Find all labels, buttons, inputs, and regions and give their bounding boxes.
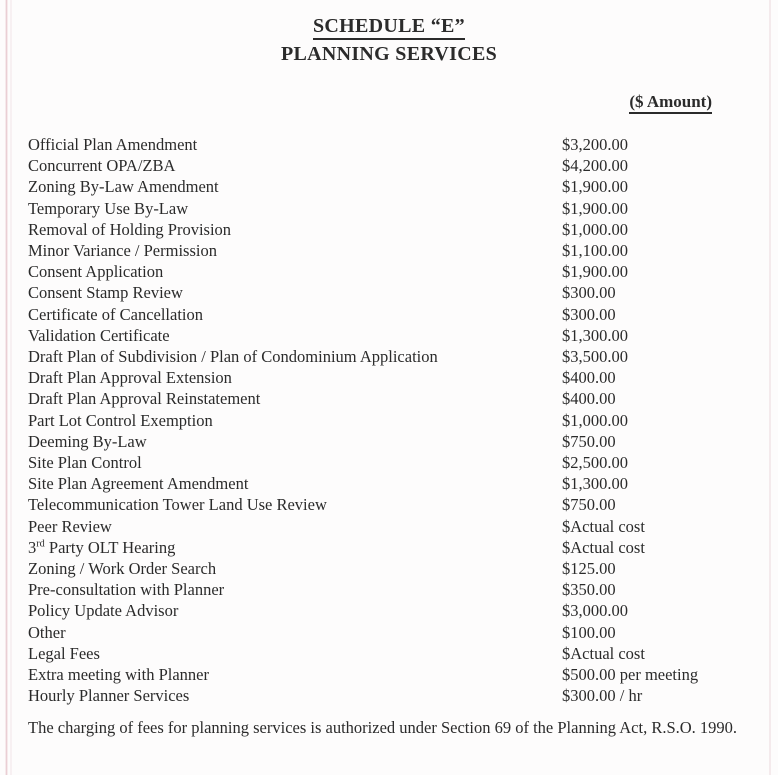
- table-row: [0, 219, 778, 240]
- service-name-cell: Official Plan Amendment: [28, 135, 198, 154]
- service-amount-cell: $300.00: [562, 283, 616, 303]
- service-amount-cell: $Actual cost: [562, 516, 645, 536]
- service-amount-cell: $350.00: [562, 580, 616, 600]
- table-row: [0, 685, 778, 706]
- service-amount-cell: $3,200.00: [562, 135, 628, 154]
- service-amount-cell: $300.00: [562, 304, 616, 324]
- table-row: [0, 643, 778, 664]
- service-name-cell: Certificate of Cancellation: [28, 304, 204, 324]
- page-subtitle: PLANNING SERVICES: [280, 43, 498, 65]
- service-name-cell: Draft Plan Approval Extension: [28, 368, 232, 388]
- service-amount-cell: $1,900.00: [562, 262, 628, 282]
- service-amount-cell: $300.00 / hr: [562, 686, 643, 706]
- table-row: [0, 346, 778, 367]
- service-name-cell: Part Lot Control Exemption: [28, 410, 213, 430]
- footnote-text: The charging of fees for planning services is authorized under Section 69 of the Planning Act, R.S.O. 1990.: [28, 718, 738, 737]
- service-amount-cell: $2,500.00: [562, 453, 628, 473]
- table-row: [0, 452, 778, 473]
- service-name-cell: Pre-consultation with Planner: [28, 580, 225, 600]
- table-row: [0, 664, 778, 685]
- service-amount-cell: $500.00 per meeting: [562, 665, 699, 685]
- page-title: SCHEDULE “E”: [313, 14, 465, 40]
- service-amount-cell: $100.00: [562, 622, 616, 642]
- table-row: [0, 198, 778, 219]
- document-header: [0, 0, 778, 66]
- fee-table-body: [0, 134, 778, 706]
- table-row: [0, 261, 778, 282]
- table-row: [0, 600, 778, 621]
- service-name-cell: Zoning By-Law Amendment: [28, 177, 219, 197]
- service-name-cell: Draft Plan Approval Reinstatement: [28, 389, 261, 409]
- column-header-amount: ($ Amount): [629, 92, 712, 114]
- service-name-cell: Zoning / Work Order Search: [28, 559, 217, 579]
- service-amount-cell: $1,100.00: [562, 241, 628, 261]
- service-amount-cell: $1,900.00: [562, 177, 628, 197]
- service-name-cell: Deeming By-Law: [28, 431, 147, 451]
- service-name-cell: Removal of Holding Provision: [28, 219, 232, 239]
- service-name-cell: 3rd Party OLT Hearing: [28, 537, 176, 557]
- service-amount-cell: $3,000.00: [562, 601, 628, 621]
- table-row: [0, 282, 778, 303]
- service-name-cell: Telecommunication Tower Land Use Review: [28, 495, 327, 515]
- table-row: [0, 388, 778, 409]
- service-name-cell: Consent Stamp Review: [28, 283, 183, 303]
- table-row: [0, 537, 778, 558]
- service-name-cell: Consent Application: [28, 262, 164, 282]
- table-row: [0, 431, 778, 452]
- table-row: [0, 516, 778, 537]
- service-name-cell: Temporary Use By-Law: [28, 198, 189, 218]
- service-amount-cell: $1,000.00: [562, 410, 628, 430]
- service-amount-cell: $750.00: [562, 495, 616, 515]
- service-name-cell: Extra meeting with Planner: [28, 665, 209, 685]
- service-amount-cell: $Actual cost: [562, 537, 645, 557]
- table-row: [0, 134, 778, 155]
- service-amount-cell: $125.00: [562, 559, 616, 579]
- service-name-cell: Site Plan Control: [28, 453, 142, 473]
- service-name-cell: Validation Certificate: [28, 325, 170, 345]
- service-amount-cell: $1,900.00: [562, 198, 628, 218]
- service-amount-cell: $1,300.00: [562, 474, 628, 494]
- table-row: [0, 410, 778, 431]
- service-amount-cell: $400.00: [562, 368, 616, 388]
- planning-services-fee-table: [0, 134, 778, 706]
- table-row: [0, 473, 778, 494]
- service-amount-cell: $4,200.00: [562, 156, 628, 176]
- service-amount-cell: $1,000.00: [562, 219, 628, 239]
- table-row: [0, 240, 778, 261]
- service-name-cell: Peer Review: [28, 516, 112, 536]
- table-row: [0, 579, 778, 600]
- table-row: [0, 558, 778, 579]
- table-row: [0, 155, 778, 176]
- table-row: [0, 325, 778, 346]
- service-name-cell: Legal Fees: [28, 643, 100, 663]
- service-name-cell: Policy Update Advisor: [28, 601, 179, 621]
- table-row: [0, 622, 778, 643]
- service-amount-cell: $1,300.00: [562, 325, 628, 345]
- column-header-row: [0, 92, 778, 114]
- table-row: [0, 494, 778, 515]
- service-amount-cell: $400.00: [562, 389, 616, 409]
- service-name-cell: Draft Plan of Subdivision / Plan of Condominium Application: [28, 347, 438, 367]
- service-name-cell: Site Plan Agreement Amendment: [28, 474, 249, 494]
- service-name-cell: Concurrent OPA/ZBA: [28, 156, 176, 176]
- table-row: [0, 304, 778, 325]
- service-amount-cell: $3,500.00: [562, 347, 628, 367]
- service-amount-cell: $Actual cost: [562, 643, 645, 663]
- service-name-cell: Minor Variance / Permission: [28, 241, 217, 261]
- table-row: [0, 367, 778, 388]
- service-name-cell: Other: [28, 622, 66, 642]
- service-name-cell: Hourly Planner Services: [28, 686, 190, 706]
- table-row: [0, 176, 778, 197]
- service-amount-cell: $750.00: [562, 431, 616, 451]
